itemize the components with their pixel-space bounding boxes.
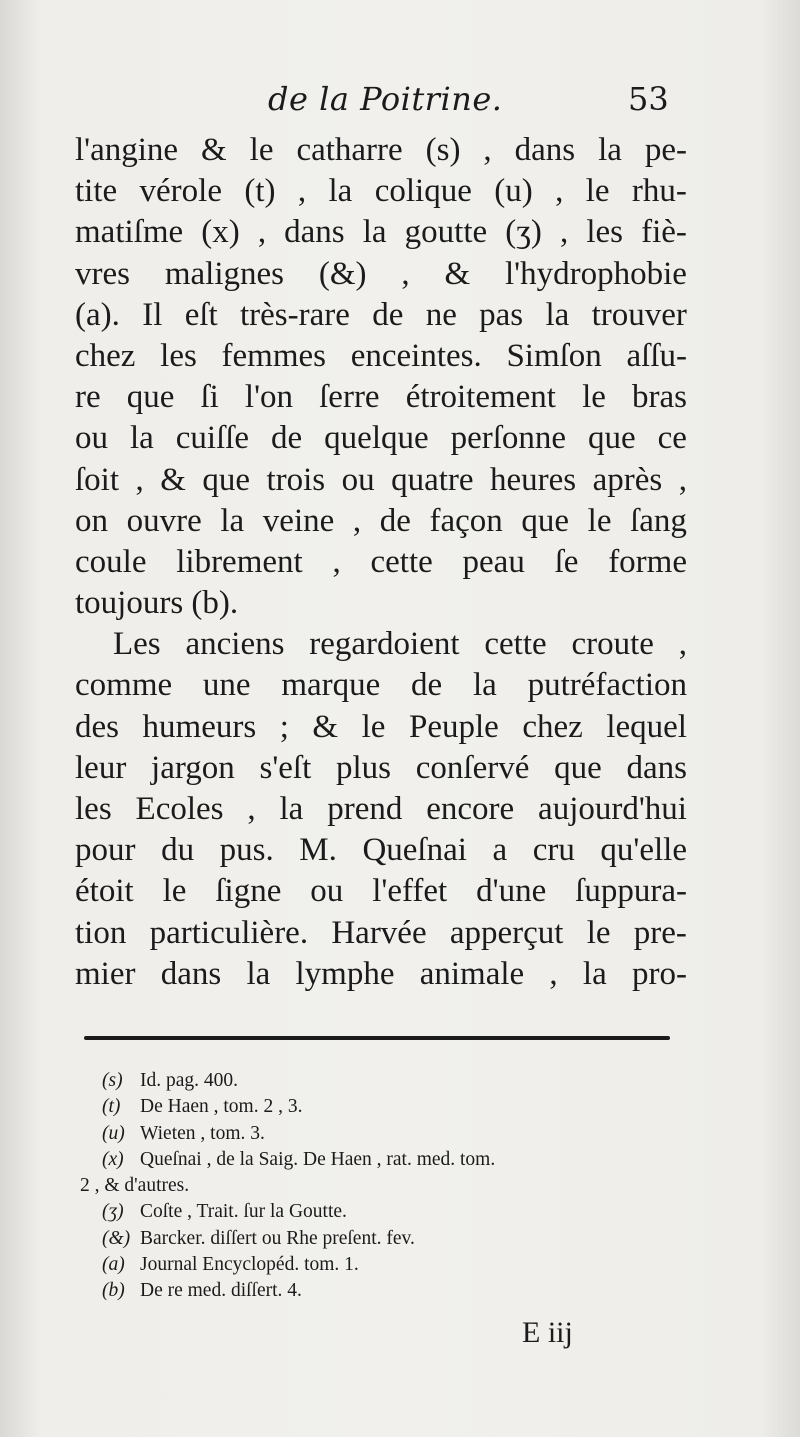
- word: très-rare: [239, 296, 350, 333]
- footnote-text: De re med. diſſert. 4.: [140, 1280, 302, 1302]
- word: rhu-: [631, 173, 687, 210]
- word: perſonne: [450, 420, 567, 457]
- word: ou: [75, 420, 108, 457]
- word: (t): [244, 173, 276, 210]
- word: tion: [75, 914, 127, 951]
- word: comme: [75, 667, 173, 704]
- word: coule: [75, 543, 147, 580]
- word: ,: [247, 791, 256, 827]
- word: l'effet: [372, 873, 448, 910]
- text-line: toujours (b).: [75, 585, 239, 622]
- text-line: [75, 377, 687, 418]
- word: dans: [514, 132, 576, 168]
- footnote-text: Journal Encyclopéd. tom. 1.: [140, 1254, 359, 1276]
- word: la: [598, 132, 622, 168]
- word: ou: [341, 461, 375, 498]
- word: chez: [75, 337, 136, 374]
- word: dans: [284, 214, 345, 251]
- word: bras: [631, 379, 687, 416]
- word: plus: [336, 749, 392, 786]
- word: (&): [318, 255, 367, 292]
- word: quelque: [324, 420, 429, 457]
- word: Peuple: [408, 708, 499, 745]
- text-line: [75, 542, 687, 583]
- text-line: [75, 665, 687, 706]
- word: cette: [370, 543, 433, 580]
- text-line: [75, 254, 687, 295]
- word: le: [361, 708, 386, 745]
- text-line: [75, 830, 687, 871]
- word: &: [201, 132, 227, 168]
- word: la: [545, 296, 570, 333]
- text-line: [75, 913, 687, 954]
- footnote: [102, 1226, 682, 1252]
- word: lymphe: [295, 955, 395, 992]
- word: pas: [479, 296, 524, 333]
- footnote-text: 2 , & d'autres.: [80, 1175, 190, 1197]
- word: la: [279, 791, 304, 827]
- word: pro-: [631, 955, 687, 992]
- footnote-divider: [84, 1036, 670, 1040]
- word: que: [202, 461, 250, 498]
- word: (ʒ): [505, 214, 542, 251]
- word: (s): [425, 132, 461, 168]
- word: que: [521, 502, 570, 539]
- word: ,: [678, 461, 687, 498]
- footnote: [102, 1094, 682, 1120]
- word: ,: [401, 255, 410, 292]
- word: lequel: [606, 708, 687, 745]
- word: marque: [281, 667, 381, 704]
- text-line: [75, 954, 687, 995]
- word: de: [271, 420, 303, 457]
- word: ſigne: [215, 873, 282, 910]
- word: le: [249, 132, 274, 168]
- word: fiè-: [641, 214, 687, 251]
- word: chez: [522, 708, 583, 745]
- word: ,: [559, 214, 569, 251]
- paragraph-start-line: [75, 624, 687, 665]
- word: (a).: [75, 296, 120, 333]
- word: prend: [327, 791, 403, 827]
- word: les: [75, 791, 112, 827]
- word: malignes: [164, 255, 284, 292]
- footnote-mark: (&): [102, 1227, 131, 1249]
- word: ,: [555, 173, 564, 210]
- word: colique: [374, 173, 472, 210]
- word: étoit: [75, 873, 134, 910]
- word: la: [328, 173, 353, 210]
- word: la: [472, 667, 497, 704]
- word: enceintes.: [350, 337, 482, 374]
- word: ouvre: [126, 502, 202, 539]
- footnote: [102, 1068, 682, 1094]
- word: dans: [626, 749, 687, 786]
- word: aujourd'hui: [538, 791, 687, 827]
- word: ,: [135, 461, 144, 498]
- word: (u): [494, 173, 533, 210]
- word: pus.: [219, 832, 274, 869]
- word: cette: [484, 626, 547, 663]
- word: que: [126, 379, 175, 416]
- word: que: [588, 420, 636, 457]
- word: ,: [257, 214, 267, 251]
- word: ſerre: [319, 379, 380, 416]
- word: la: [582, 955, 607, 992]
- footnote-continuation: [80, 1173, 682, 1199]
- word: les: [160, 337, 197, 374]
- word: croute: [571, 626, 654, 663]
- word: le: [162, 873, 187, 910]
- word: vres: [75, 255, 130, 292]
- footnote-text: Id. pag. 400.: [140, 1070, 239, 1091]
- word: les: [586, 214, 623, 251]
- word: des: [75, 708, 119, 745]
- word: ſe: [554, 543, 579, 580]
- word: d'une: [476, 873, 547, 910]
- text-line: [75, 748, 687, 789]
- text-line: [75, 130, 687, 171]
- word: la: [220, 502, 245, 539]
- page-number: 53: [628, 80, 669, 118]
- word: étroitement: [405, 379, 556, 416]
- word: le: [585, 173, 610, 210]
- word: la: [362, 214, 387, 251]
- footnote: [102, 1252, 682, 1278]
- word: pour: [75, 832, 136, 869]
- word: de: [372, 296, 404, 333]
- word: ,: [332, 543, 341, 580]
- word: forme: [608, 543, 687, 580]
- word: librement: [176, 543, 303, 580]
- word: de: [411, 667, 443, 704]
- word: M.: [299, 832, 337, 869]
- signature-mark: E iij: [522, 1316, 573, 1349]
- word: dans: [160, 955, 222, 992]
- word: Simſon: [506, 337, 602, 374]
- footnote-text: Wieten , tom. 3.: [140, 1122, 265, 1144]
- text-line: [75, 460, 687, 501]
- text-line: [75, 418, 687, 459]
- body-text: [75, 130, 687, 995]
- word: on: [75, 502, 108, 539]
- footnotes: [80, 1068, 682, 1305]
- word: la: [129, 420, 154, 457]
- running-title: de la Poitrine.: [268, 80, 503, 118]
- word: heures: [490, 461, 577, 498]
- word: que: [554, 749, 602, 786]
- footnote: [102, 1147, 682, 1173]
- word: une: [202, 667, 251, 704]
- word: Harvée: [331, 914, 427, 951]
- text-line: [75, 212, 687, 253]
- word: de: [379, 502, 411, 539]
- word: pre-: [633, 914, 687, 951]
- footnote-text: Queſnai , de la Saig. De Haen , rat. med. tom.: [140, 1148, 496, 1170]
- footnote-mark: (ʒ): [102, 1201, 124, 1223]
- word: Les: [113, 626, 161, 663]
- word: l'hydrophobie: [505, 255, 687, 292]
- word: leur: [75, 749, 127, 786]
- word: humeurs: [142, 708, 257, 745]
- word: cuiſſe: [175, 420, 250, 457]
- word: trois: [266, 461, 326, 498]
- word: vérole: [139, 173, 222, 210]
- word: encore: [426, 791, 515, 827]
- word: apperçut: [449, 914, 564, 951]
- word: ,: [483, 132, 492, 168]
- word: Il: [142, 296, 163, 333]
- text-line: [75, 336, 687, 377]
- word: re: [75, 379, 101, 416]
- word: mier: [75, 955, 136, 992]
- text-line: [75, 871, 687, 912]
- word: veine: [262, 502, 335, 539]
- footnote: [102, 1199, 682, 1225]
- word: eſt: [184, 296, 218, 333]
- word: a: [492, 832, 508, 869]
- word: ſang: [630, 502, 687, 539]
- word: ne: [425, 296, 457, 333]
- word: trouver: [591, 296, 687, 333]
- text-line: [75, 789, 687, 830]
- word: ,: [352, 502, 362, 539]
- word: cru: [532, 832, 575, 869]
- word: particulière.: [149, 914, 309, 951]
- word: anciens: [185, 626, 285, 663]
- word: l'angine: [75, 132, 179, 168]
- word: qu'elle: [600, 832, 687, 869]
- word: &: [160, 461, 186, 498]
- word: Ecoles: [135, 791, 224, 827]
- word: conſervé: [415, 749, 530, 786]
- word: Queſnai: [362, 832, 467, 869]
- word: ſuppura-: [575, 873, 687, 910]
- word: après: [592, 461, 663, 498]
- word: façon: [429, 502, 503, 539]
- word: regardoient: [309, 626, 460, 663]
- footnote-mark: (t): [102, 1096, 121, 1118]
- word: ſoit: [75, 461, 120, 498]
- word: &: [312, 708, 339, 745]
- word: ,: [297, 173, 307, 210]
- word: &: [444, 255, 471, 292]
- word: le: [582, 379, 606, 416]
- word: putréfaction: [527, 667, 687, 704]
- word: ,: [678, 626, 687, 663]
- word: matiſme: [75, 214, 184, 251]
- word: (x): [201, 214, 240, 251]
- word: catharre: [296, 132, 403, 168]
- footnote-mark: (x): [102, 1148, 124, 1170]
- word: le: [586, 914, 611, 951]
- footnote-mark: (a): [102, 1254, 125, 1276]
- word: ou: [310, 873, 344, 910]
- word: quatre: [391, 461, 474, 498]
- word: ;: [279, 708, 289, 745]
- footnote-text: Coſte , Trait. ſur la Goutte.: [140, 1201, 347, 1223]
- word: le: [587, 502, 612, 539]
- word: tite: [75, 173, 118, 210]
- word: ce: [657, 420, 687, 457]
- footnote-mark: (u): [102, 1122, 125, 1144]
- word: ſi: [200, 379, 219, 416]
- word: pe-: [644, 132, 687, 168]
- word: du: [161, 832, 195, 869]
- footnote-mark: (s): [102, 1070, 123, 1091]
- word: ,: [549, 955, 558, 992]
- word: l'on: [244, 379, 294, 416]
- footnote-text: De Haen , tom. 2 , 3.: [140, 1096, 303, 1118]
- word: animale: [419, 955, 525, 992]
- word: femmes: [221, 337, 326, 374]
- footnote-text: Barcker. diſſert ou Rhe preſent. fev.: [140, 1227, 415, 1249]
- word: la: [246, 955, 271, 992]
- footnote: [102, 1121, 682, 1147]
- word: s'eſt: [259, 749, 312, 786]
- word: peau: [462, 543, 525, 580]
- word: goutte: [404, 214, 488, 251]
- text-line: [75, 707, 687, 748]
- word: aſſu-: [626, 337, 687, 374]
- word: jargon: [151, 749, 235, 786]
- footnote-mark: (b): [102, 1280, 125, 1302]
- text-line: [75, 295, 687, 336]
- text-line: [75, 501, 687, 542]
- text-line: [75, 171, 687, 212]
- footnote: [102, 1278, 682, 1304]
